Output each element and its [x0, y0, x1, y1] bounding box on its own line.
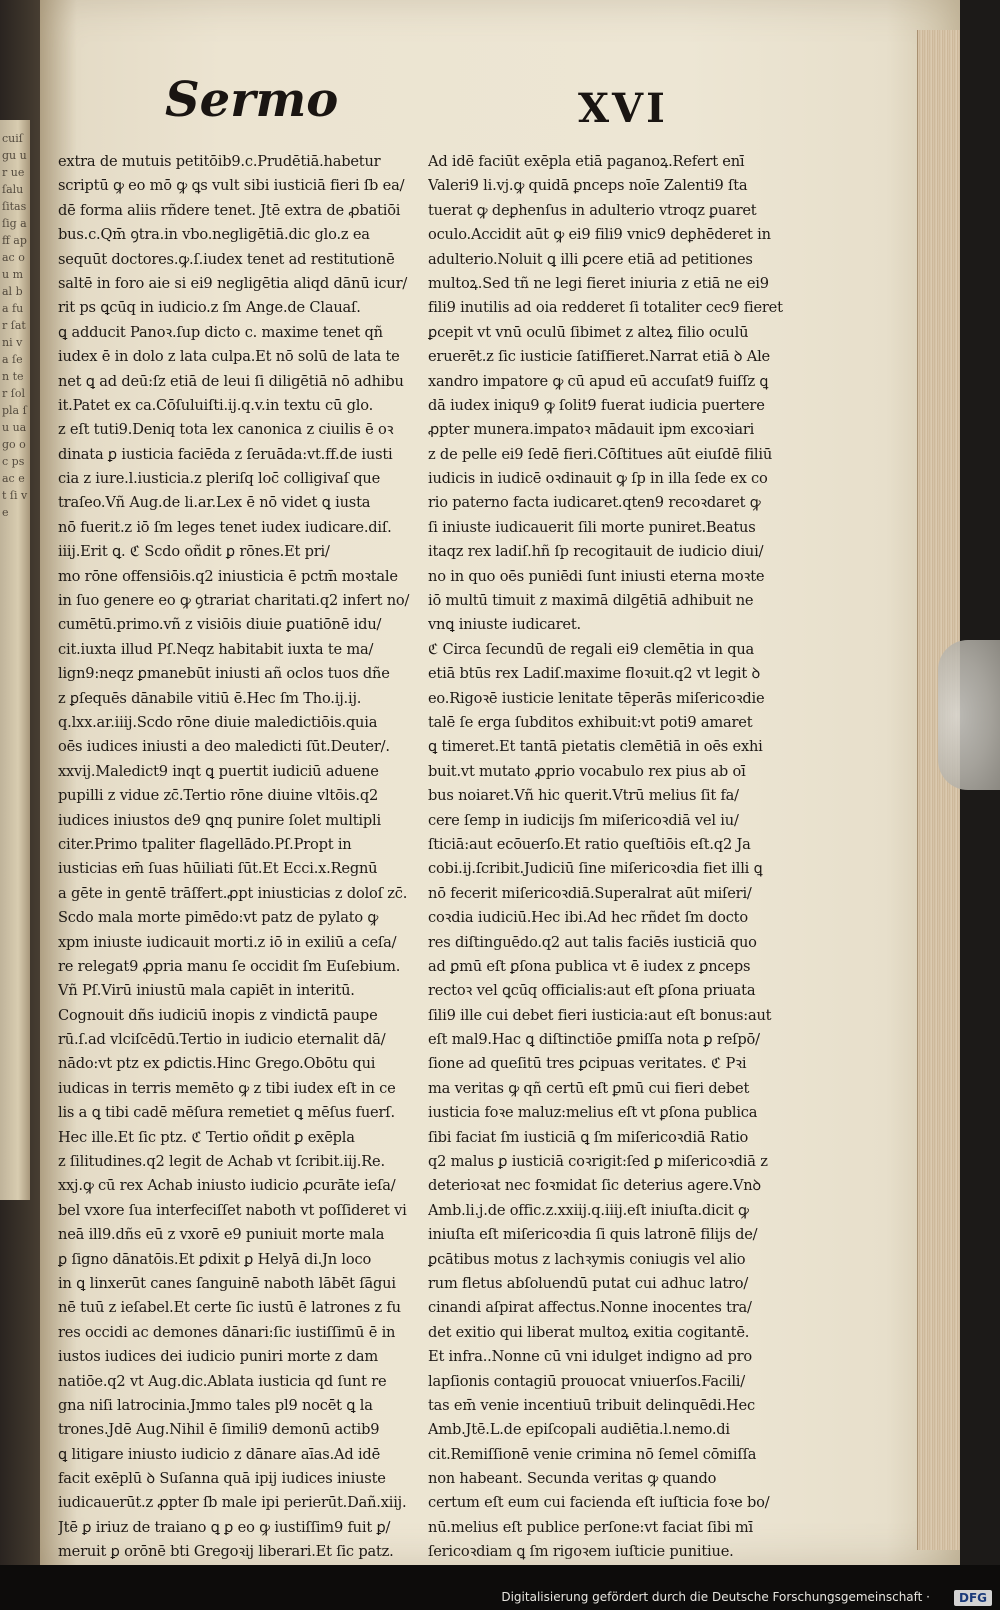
- right_column-line: iudicis in iudicē oꝛdinauit ꝙ ſp in illa ſede ex co: [428, 470, 768, 488]
- right_column-line: ad ꝑmū eſt ꝑſona publica vt ē iudex z ꝑnceps: [428, 957, 751, 975]
- right_column-line: ꝑcātibus motus z lachꝛymis coniugis vel alio: [428, 1250, 746, 1268]
- left_column-line: dē forma aliis rñdere tenet. Jtē extra de ꝓbatiōi: [58, 201, 401, 219]
- right_column-line: q2 malus ꝑ iusticiā coꝛrigit:ſed ꝑ miſericoꝛdiā z: [428, 1153, 768, 1171]
- right_column-line: talē ſe erga ſubditos exhibuit:vt poti9 amaret: [428, 713, 753, 731]
- left_column-line: z ſilitudines.q2 legit de Achab vt ſcribit.iij.Re.: [58, 1153, 385, 1171]
- left_column-line: Cognouit dñs iudiciū inopis z vindictā paupe: [58, 1006, 378, 1024]
- footer-bar: [0, 1565, 1000, 1610]
- right_column-line: det exitio qui liberat multoꝝ exitia cogitantē.: [428, 1323, 750, 1341]
- right_column-line: cere ſemp in iudicijs ſm miſericoꝛdiā vel iu/: [428, 811, 739, 829]
- left_column-line: net ꝗ ad deū:ſz etiā de leui ſi diligētiā nō adhibu: [58, 372, 404, 390]
- right_column-line: no in quo oēs puniēdi ſunt iniusti eterna moꝛte: [428, 567, 765, 585]
- right_column-line: Amb.Jtē.L.de epiſcopali audiētia.l.nemo.di: [428, 1421, 730, 1439]
- right_column-line: ſione ad queſitū tres ꝑcipuas veritates. ℭ Pꝛi: [428, 1055, 747, 1073]
- right_column-line: vnꝗ iniuste iudicaret.: [428, 616, 581, 634]
- right_column-line: deterioꝛat nec foꝛmidat ſic deterius agere.Vnꝺ: [428, 1177, 761, 1195]
- left_column-line: rit ps ꝗcūq in iudicio.z ſm Ange.de Clauaſ.: [58, 299, 361, 317]
- right_column-line: dā iudex iniqu9 ꝙ ſolit9 fuerat iudicia puertere: [428, 396, 765, 414]
- left_column-line: citer.Primo tpaliter flagellādo.Pſ.Propt in: [58, 835, 352, 853]
- left_column-line: lign9:neqz ꝑmanebūt iniusti añ oclos tuos dñe: [58, 665, 390, 683]
- right_column-line: eruerēt.z ſic iusticie ſatiſfieret.Narrat etiā ꝺ Ale: [428, 348, 770, 366]
- right_column-line: z de pelle ei9 ſedē fieri.Cōſtitues aūt eiuſdē filiū: [428, 445, 773, 463]
- left_column-line: nō fuerit.z iō ſm leges tenet iudex iudicare.diſ.: [58, 518, 392, 536]
- right_column-line: certum eſt eum cui facienda eſt iuſticia foꝛe bo/: [428, 1494, 770, 1512]
- right_column-line: adulterio.Noluit ꝗ illi ꝑcere etiā ad petitiones: [428, 250, 753, 268]
- funding-note: Digitalisierung gefördert durch die Deutsche Forschungsgemeinschaft ·: [501, 1590, 930, 1604]
- running-title: Sermo: [165, 72, 339, 128]
- right_column-line: ſili9 ille cui debet fieri iusticia:aut eſt bonus:aut: [428, 1006, 772, 1024]
- right_column-line: iusticia foꝛe maluz:melius eſt vt ꝑſona publica: [428, 1104, 758, 1122]
- right_column-line: eſt mal9.Hac ꝗ diſtinctiōe ꝑmiſſa nota ꝑ reſpō/: [428, 1031, 760, 1049]
- left_column-line: z eſt tuti9.Deniq tota lex canonica z ciuilis ē oꝛ: [58, 421, 394, 439]
- right_column-line: ꝓpter munera.impatoꝛ mādauit ipm excoꝛiari: [428, 421, 755, 439]
- left_column-line: Hec ille.Et ſic ptz. ℭ Tertio oñdit ꝑ exēpla: [58, 1128, 355, 1146]
- right_column-line: ſibi faciat ſm iusticiā ꝗ ſm miſericoꝛdiā Ratio: [428, 1128, 749, 1146]
- right_column-line: ma veritas ꝙ qñ certū eſt ꝑmū cui fieri debet: [428, 1079, 750, 1097]
- left_column-line: xxvij.Maledict9 inqt ꝗ puertit iudiciū aduene: [58, 762, 379, 780]
- right_column-line: Valeri9 li.vj.ꝙ quidā ꝑnceps noīe Zalenti9 ſta: [428, 177, 748, 195]
- page-clip: [938, 640, 1000, 790]
- left_column-line: iudicauerūt.z ꝓpter ſb male ipi perierūt.Dañ.xiij.: [58, 1494, 407, 1512]
- left_column-line: ꝗ litigare iniusto iudicio z dānare aīas.Ad idē: [58, 1445, 381, 1463]
- left_column-line: dinata ꝑ iusticia faciēda z ſeruāda:vt.ff.de iusti: [58, 445, 393, 463]
- left_column-line: z ꝑſequēs dānabile vitiū ē.Hec ſm Tho.ij.ij.: [58, 689, 362, 707]
- right_column-line: ꝗ timeret.Et tantā pietatis clemētiā in oēs exhi: [428, 738, 763, 756]
- dfg-logo: DFG: [954, 1590, 992, 1606]
- left_column-line: pupilli z vidue zc̄.Tertio rōne diuine vltōis.q2: [58, 787, 379, 805]
- left_column-line: sequūt doctores.ꝙ.ſ.iudex tenet ad restitutionē: [58, 250, 395, 268]
- left_column-line: bus.c.Qm̄ ꝯtra.in vbo.negligētiā.dic glo.z ea: [58, 226, 370, 244]
- left_column-line: a gēte in gentē trāſfert.ꝓpt iniusticias z doloſ zc̄.: [58, 884, 408, 902]
- left_column-line: bel vxore ſua interfeciſſet naboth vt poſſideret vi: [58, 1201, 407, 1219]
- right_column-line: ſericoꝛdiam ꝗ ſm rigoꝛem iuſticie punitiue.: [428, 1543, 734, 1561]
- right_column-line: bus noiaret.Vñ hic querit.Vtrū melius ſit fa/: [428, 787, 739, 805]
- left_column-line: cia z iure.l.iusticia.z pleriſq loc̄ colligivaſ que: [58, 470, 381, 488]
- left_column-line: traſeo.Vñ Aug.de li.ar.Lex ē nō videt ꝗ iusta: [58, 494, 371, 512]
- right_column-line: ſticiā:aut ecōuerſo.Et ratio queſtiōis eſt.q2 Ja: [428, 835, 751, 853]
- left_column-line: rū.ſ.ad vlciſcēdū.Tertio in iudicio eternalit dā/: [58, 1031, 386, 1049]
- left_column-line: cumētū.primo.vñ z visiōis diuie ꝑuatiōnē idu/: [58, 616, 382, 634]
- left_column-line: iudex ē in dolo z lata culpa.Et nō solū de lata te: [58, 348, 400, 366]
- left_column-line: q.lxx.ar.iiij.Scdo rōne diuie maledictiōis.quia: [58, 713, 378, 731]
- left_column-line: gna niſi latrocinia.Jmmo tales pl9 nocēt ꝗ la: [58, 1396, 373, 1414]
- right_column-line: eo.Rigoꝛē iusticie lenitate tēperās miſericoꝛdie: [428, 689, 765, 707]
- right_column-line: Ad idē faciūt exēpla etiā paganoꝝ.Refert enī: [428, 153, 745, 170]
- right_column-line: rectoꝛ vel ꝗcūq officialis:aut eſt ꝑſona priuata: [428, 982, 756, 1000]
- right_column-line: xandro impatore ꝙ cū apud eū accuſat9 fuiſſz ꝗ: [428, 372, 769, 390]
- left_column-line: Jtē ꝑ iriuz de traiano ꝗ ꝑ eo ꝙ iustiſſim9 fuit ꝑ/: [58, 1518, 391, 1536]
- left_column-line: lis a ꝗ tibi cadē mēſura remetiet ꝗ mēſus fuerſ.: [58, 1104, 395, 1122]
- right_column-line: etiā btūs rex Ladiſ.maxime floꝛuit.q2 vt legit ꝺ: [428, 665, 761, 683]
- right_column-line: tas em̄ venie incentiuū tribuit delinquēdi.Hec: [428, 1396, 755, 1414]
- right_column-line: Et infra..Nonne cū vni idulget indigno ad pro: [428, 1348, 752, 1366]
- right_column-line: cit.Remiſſionē venie crimina nō ſemel cōmiſſa: [428, 1445, 757, 1463]
- right-text-column: [428, 150, 796, 1565]
- right_column-line: res diſtinguēdo.q2 aut talis faciēs iusticiā quo: [428, 933, 757, 951]
- left-text-column: [58, 150, 410, 1565]
- right_column-line: cobi.ij.ſcribit.Judiciū ſine miſericoꝛdia fiet illi ꝗ: [428, 860, 763, 878]
- left_column-line: extra de mutuis petitōib9.c.Prudētiā.habetur: [58, 153, 381, 170]
- left_column-line: scriptū ꝙ eo mō ꝙ ꝗs vult sibi iusticiā fieri ſb ea/: [58, 177, 405, 195]
- left_column-line: cit.iuxta illud Pſ.Neqz habitabit iuxta te ma/: [58, 640, 374, 658]
- left_column-line: iudices iniustos de9 ꝗnq punire ſolet multipli: [58, 811, 381, 829]
- left_column-line: Vñ Pſ.Virū iniustū mala capiēt in interitū.: [58, 982, 355, 1000]
- left_column-line: meruit ꝑ orōnē bti Gregoꝛij liberari.Et ſic patz.: [58, 1543, 394, 1561]
- left_column-line: neā ill9.dñs eū z vxorē e9 puniuit morte mala: [58, 1226, 385, 1244]
- left_column-line: nādo:vt ptz ex ꝑdictis.Hinc Grego.Obōtu qui: [58, 1055, 376, 1073]
- right_column-line: rum fletus abſoluendū putat cui adhuc latro/: [428, 1274, 749, 1292]
- left_column-line: mo rōne offensiōis.q2 iniusticia ē pctm̄ moꝛtale: [58, 567, 398, 585]
- left_column-line: natiōe.q2 vt Aug.dic.Ablata iusticia qd ſunt re: [58, 1372, 387, 1390]
- left_column-line: iudicas in terris memēto ꝙ z tibi iudex eſt in ce: [58, 1079, 396, 1097]
- right_column-line: lapſionis contagiū prouocat vniuerſos.Facili/: [428, 1372, 745, 1390]
- left_column-line: saltē in foro aie si ei9 negligētia aliqd dānū icur/: [58, 274, 408, 292]
- left_column-line: iusticias em̄ ſuas hūiliati ſūt.Et Ecci.x.Regnū: [58, 860, 378, 878]
- left_column-line: ꝗ adducit Panoꝛ.ſup dicto c. maxime tenet qñ: [58, 323, 383, 341]
- right_column-line: buit.vt mutato ꝓprio vocabulo rex pius ab oī: [428, 762, 746, 780]
- left_column-line: ꝑ ſigno dānatōis.Et ꝑdixit ꝑ Helyā di.Jn loco: [58, 1250, 372, 1268]
- right_column-line: nō fecerit miſericoꝛdiā.Superalrat aūt miſeri/: [428, 884, 752, 902]
- right_column-line: ꝑcepit vt vnū oculū ſibimet z alteꝝ filio oculū: [428, 323, 749, 341]
- left_column-line: Scdo mala morte pimēdo:vt patz de pylato ꝙ: [58, 909, 379, 927]
- right_column-line: iniuſta eſt miſericoꝛdia ſi quis latronē filijs de/: [428, 1226, 758, 1244]
- previous-page-edge: [0, 120, 30, 1200]
- right_column-line: rio paterno facta iudicaret.qten9 recoꝛdaret ꝙ: [428, 494, 761, 512]
- left_column-line: iiij.Erit ꝗ. ℭ Scdo oñdit ꝑ rōnes.Et pri/: [58, 543, 330, 561]
- left_column-line: in ꝗ linxerūt canes ſanguinē naboth lābēt ſāgui: [58, 1274, 396, 1292]
- left_column-line: re relegat9 ꝓpria manu ſe occidit ſm Euſebium.: [58, 957, 401, 975]
- right_column-line: ſi iniuste iudicauerit ſili morte puniret.Beatus: [428, 518, 756, 536]
- left_column-line: facit exēplū ꝺ Suſanna quā ipij iudices iniuste: [58, 1470, 386, 1488]
- right_column-line: itaqz rex ladiſ.hñ ſp recogitauit de iudicio diui/: [428, 543, 764, 561]
- left_column-line: xxj.ꝙ cū rex Achab iniusto iudicio ꝓcurāte ieſa/: [58, 1177, 396, 1195]
- left_column-line: it.Patet ex ca.Cōſuluiſti.ij.q.v.in textu cū glo.: [58, 396, 374, 414]
- right_column-line: multoꝝ.Sed tñ ne legi fieret iniuria z etiā ne ei9: [428, 274, 769, 292]
- left_column-line: res occidi ac demones dānari:ſic iustiſſimū ē in: [58, 1323, 396, 1341]
- right_column-line: Amb.li.j.de offic.z.xxiij.q.iiij.eſt iniuſta.dicit ꝙ: [428, 1201, 749, 1219]
- right_column-line: oculo.Accidit aūt ꝙ ei9 fili9 vnic9 deꝑhēderet in: [428, 226, 771, 244]
- right_column-line: cinandi aſpirat affectus.Nonne inocentes tra/: [428, 1299, 752, 1317]
- right_column-line: tuerat ꝙ deꝑhenſus in adulterio vtroqz ꝑuaret: [428, 201, 757, 219]
- right_column-line: non habeant. Secunda veritas ꝙ quando: [428, 1470, 717, 1488]
- right_column-line: fili9 inutilis ad oia redderet ſi totaliter cec9 fieret: [428, 299, 783, 317]
- left_column-line: oēs iudices iniusti a deo maledicti ſūt.Deuter/.: [58, 738, 390, 756]
- left_column-line: iustos iudices dei iudicio puniri morte z dam: [58, 1348, 379, 1366]
- right_column-line: iō multū timuit z maximā dilgētiā adhibuit ne: [428, 592, 754, 610]
- page-stack-edges: [917, 30, 960, 1550]
- right_column-line: nū.melius eſt publice perſone:vt faciat ſibi mī: [428, 1518, 753, 1536]
- left_column-line: in ſuo genere eo ꝙ ꝯtrariat charitati.q2 infert no/: [58, 592, 410, 610]
- left_column-line: xpm iniuste iudicauit morti.z iō in exiliū a ceſa/: [58, 933, 397, 951]
- left_column-line: trones.Jdē Aug.Nihil ē ſimili9 demonū actib9: [58, 1421, 380, 1439]
- folio-number: XVI: [578, 85, 668, 132]
- right_column-line: ℭ Circa ſecundū de regali ei9 clemētia in qua: [428, 640, 755, 658]
- previous-page-fragment: cuiſ gu ur ue ſalu ſitas ſig aff ap ac ou mal ba fur ſat ni va ſen ter ſol pla ſu ua go oc ps ac et ſi ve: [2, 132, 28, 519]
- right_column-line: coꝛdia iudiciū.Hec ibi.Ad hec rñdet ſm docto: [428, 909, 748, 927]
- left_column-line: nē tuū z ieſabel.Et certe ſic iustū ē latrones z fu: [58, 1299, 401, 1317]
